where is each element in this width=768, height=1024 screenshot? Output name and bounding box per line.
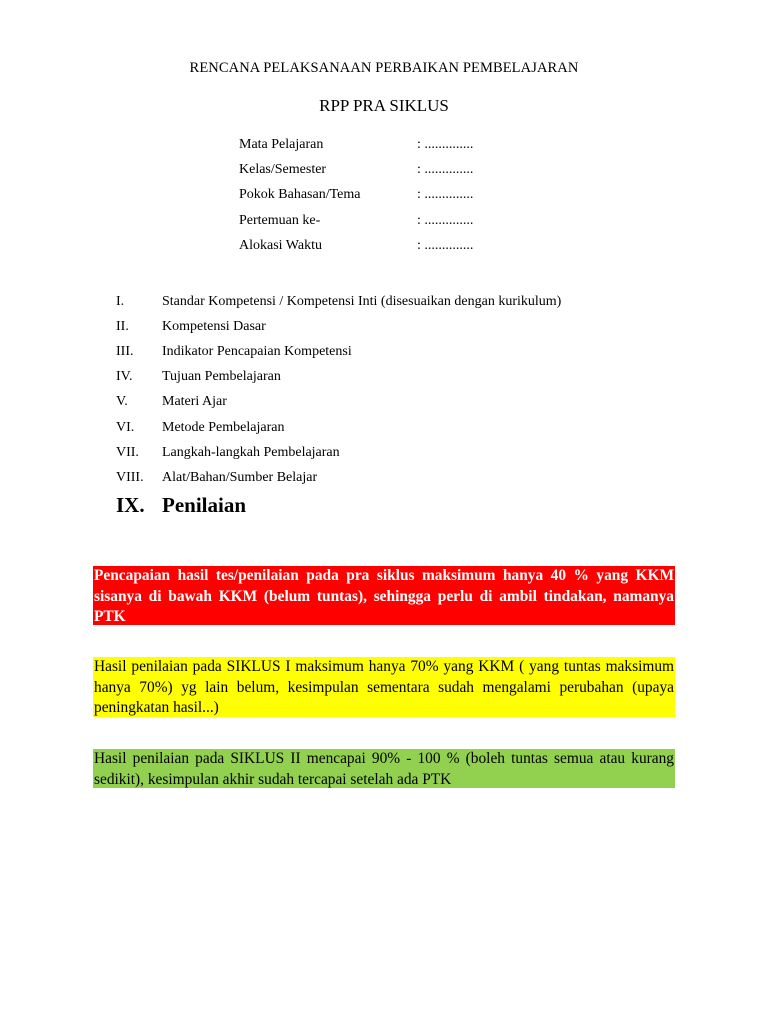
section-title: Indikator Pencapaian Kompetensi bbox=[162, 343, 352, 359]
info-row bbox=[239, 233, 507, 258]
section-title: Tujuan Pembelajaran bbox=[162, 369, 281, 385]
section-title: Materi Ajar bbox=[162, 394, 227, 410]
info-row bbox=[239, 183, 507, 208]
section-item bbox=[116, 365, 561, 390]
section-number: I. bbox=[116, 293, 125, 309]
section-number: III. bbox=[116, 343, 134, 359]
section-number: VIII. bbox=[116, 469, 144, 485]
info-row bbox=[239, 208, 507, 233]
info-label: Kelas/Semester bbox=[239, 161, 327, 177]
document-subtitle: RPP PRA SIKLUS bbox=[319, 96, 449, 115]
info-value: : .............. bbox=[417, 212, 474, 228]
document-title: RENCANA PELAKSANAAN PERBAIKAN PEMBELAJARAN bbox=[189, 60, 579, 76]
section-item bbox=[116, 465, 561, 490]
info-row bbox=[239, 132, 507, 157]
info-value: : .............. bbox=[417, 187, 474, 203]
section-item bbox=[116, 390, 561, 415]
info-label: Alokasi Waktu bbox=[239, 237, 322, 253]
section-title: Standar Kompetensi / Kompetensi Inti (disesuaikan dengan kurikulum) bbox=[162, 293, 562, 309]
section-item bbox=[116, 289, 561, 314]
info-label: Pokok Bahasan/Tema bbox=[239, 187, 361, 203]
note-siklus-2: Hasil penilaian pada SIKLUS II mencapai 90% - 100 % (boleh tuntas semua atau kurang sedikit), kesimpulan akhir sudah tercapai setelah ada PTK bbox=[94, 750, 674, 788]
section-title: Langkah-langkah Pembelajaran bbox=[162, 444, 340, 460]
section-item bbox=[116, 415, 561, 440]
section-number: V. bbox=[116, 394, 128, 410]
info-row bbox=[239, 157, 507, 182]
section-title: Metode Pembelajaran bbox=[162, 419, 285, 435]
note-pra-siklus: Pencapaian hasil tes/penilaian pada pra siklus maksimum hanya 40 % yang KKM sisanya di bawah KKM (belum tuntas), sehingga perlu di ambil tindakan, namanya PTK bbox=[94, 567, 674, 625]
info-table bbox=[239, 132, 507, 258]
section-item-penilaian bbox=[116, 493, 246, 518]
info-label: Mata Pelajaran bbox=[239, 136, 324, 152]
info-value: : .............. bbox=[417, 161, 474, 177]
section-number: VI. bbox=[116, 419, 135, 435]
info-value: : .............. bbox=[417, 237, 474, 253]
section-item bbox=[116, 440, 561, 465]
info-value: : .............. bbox=[417, 136, 474, 152]
section-title: Penilaian bbox=[162, 493, 247, 517]
section-number: II. bbox=[116, 318, 129, 334]
section-number: IV. bbox=[116, 369, 133, 385]
section-item bbox=[116, 339, 561, 364]
section-item bbox=[116, 314, 561, 339]
section-list bbox=[116, 289, 561, 491]
section-title: Kompetensi Dasar bbox=[162, 318, 266, 334]
note-siklus-1: Hasil penilaian pada SIKLUS I maksimum hanya 70% yang KKM ( yang tuntas maksimum hanya 70%) yg lain belum, kesimpulan sementara sudah mengalami perubahan (upaya peningkatan hasil...) bbox=[94, 658, 674, 716]
section-number: VII. bbox=[116, 444, 139, 460]
info-label: Pertemuan ke- bbox=[239, 212, 321, 228]
section-number: IX. bbox=[116, 493, 145, 517]
section-title: Alat/Bahan/Sumber Belajar bbox=[162, 469, 318, 485]
